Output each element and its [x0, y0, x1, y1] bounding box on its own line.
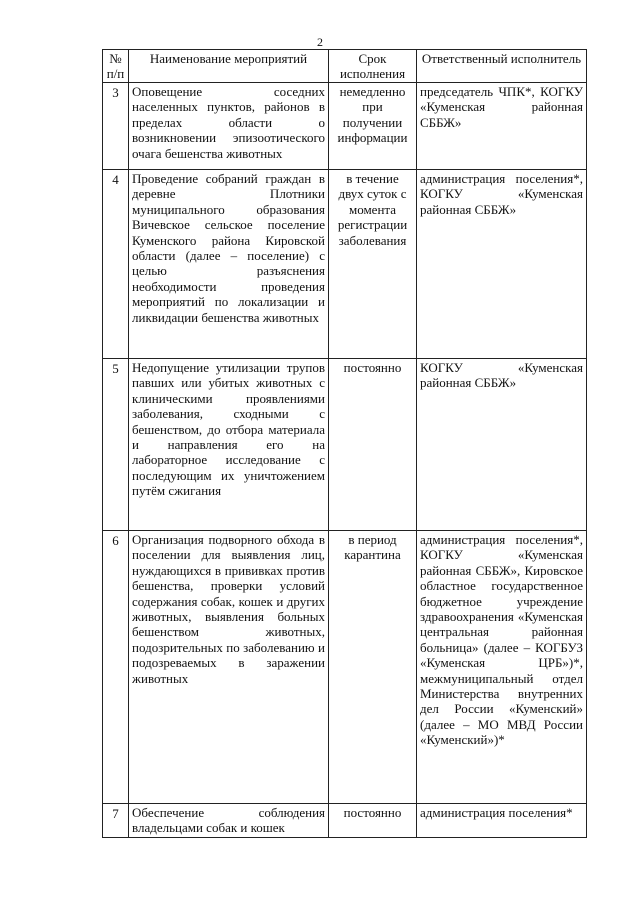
responsible: администрация поселения*, КОГКУ «Куменская районная СББЖ»: [417, 170, 587, 359]
responsible: КОГКУ «Куменская районная СББЖ»: [417, 359, 587, 531]
table-row: [103, 83, 587, 170]
measure-name: Недопущение утилизации трупов павших или убитых животных с клиническими проявлениями заболевания, сходными с бешенством, до отбора материала и направления его на лабораторное исследование с последующим их уничтожением путём сжигания: [129, 359, 329, 531]
deadline: постоянно: [329, 359, 417, 531]
row-number: 6: [103, 531, 129, 804]
measure-name: Обеспечение соблюдения владельцами собак и кошек: [129, 804, 329, 838]
deadline: немедленно при получении информации: [329, 83, 417, 170]
responsible: администрация поселения*, КОГКУ «Куменская районная СББЖ», Кировское областное государственное бюджетное учреждение здравоохранения «Куменская центральная районная больница» (далее – КОГБУЗ «Куменская ЦРБ»)*, межмуниципальный отдел Министерства внутренних дел России «Куменский» (далее – МО МВД России «Куменский»)*: [417, 531, 587, 804]
row-number: 7: [103, 804, 129, 838]
table-row: [103, 359, 587, 531]
header-number: № п/п: [103, 50, 129, 83]
measures-table: [102, 49, 587, 838]
deadline: в период карантина: [329, 531, 417, 804]
row-number: 4: [103, 170, 129, 359]
table-row: [103, 804, 587, 838]
deadline: в течение двух суток с момента регистрации заболевания: [329, 170, 417, 359]
row-number: 5: [103, 359, 129, 531]
header-deadline: Срок исполнения: [329, 50, 417, 83]
header-responsible: Ответственный исполнитель: [417, 50, 587, 83]
measure-name: Организация подворного обхода в поселении для выявления лиц, нуждающихся в прививках против бешенства, проверки условий содержания собак, кошек и других животных, выявления больных бешенством животных, подозрительных по заболеванию и подозреваемых в заражении животных: [129, 531, 329, 804]
measure-name: Оповещение соседних населенных пунктов, районов в пределах области о возникновении эпизоотического очага бешенства животных: [129, 83, 329, 170]
deadline: постоянно: [329, 804, 417, 838]
row-number: 3: [103, 83, 129, 170]
measure-name: Проведение собраний граждан в деревне Плотники муниципального образования Вичевское сельское поселение Куменского района Кировской области (далее – поселение) с целью разъяснения необходимости проведения мероприятий по локализации и ликвидации бешенства животных: [129, 170, 329, 359]
responsible: председатель ЧПК*, КОГКУ «Куменская районная СББЖ»: [417, 83, 587, 170]
table-row: [103, 170, 587, 359]
table-row: [103, 531, 587, 804]
header-measure-name: Наименование мероприятий: [129, 50, 329, 83]
responsible: администрация поселения*: [417, 804, 587, 838]
page-number: 2: [317, 35, 323, 49]
table-header-row: [103, 50, 587, 83]
